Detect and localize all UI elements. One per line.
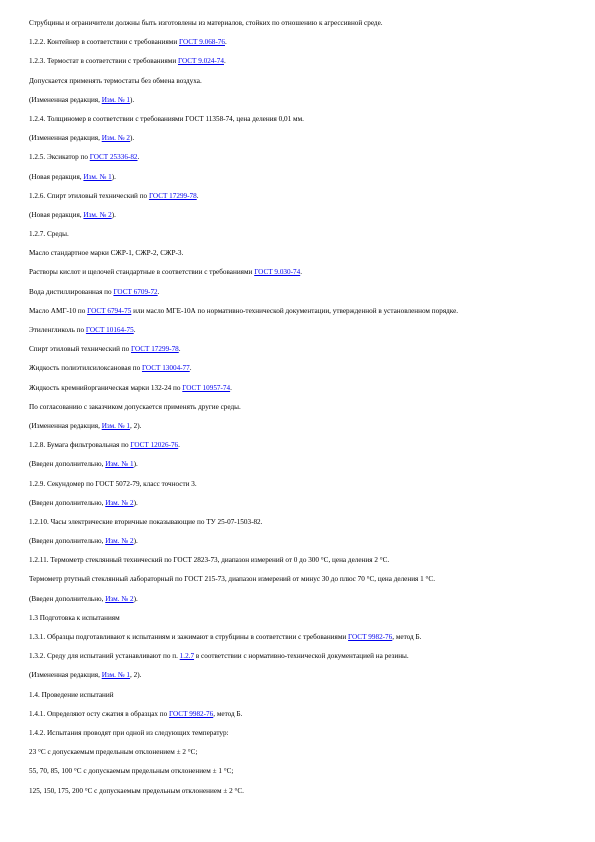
paragraph-line (29, 168, 571, 187)
text-segment: Растворы кислот и щелочей стандартные в соответствии с требованиями (29, 268, 255, 277)
text-segment: Допускается применять термостаты без обмена воздуха. (29, 76, 202, 85)
text-segment: (Введен дополнительно, (29, 594, 106, 603)
paragraph-line (29, 475, 571, 494)
text-segment: 1.2.8. Бумага фильтровальная по (29, 441, 131, 450)
text-segment: Жидкость кремнийорганическая марки 132-24 по (29, 383, 183, 392)
document-link[interactable]: Изм. № 2 (105, 594, 134, 603)
text-segment: , 2). (130, 421, 142, 430)
paragraph-line (29, 666, 571, 685)
paragraph-line (29, 283, 571, 302)
document-link[interactable]: ГОСТ 6709-72 (113, 287, 158, 296)
text-segment: , метод Б. (213, 709, 243, 718)
document-link[interactable]: ГОСТ 9982-76 (348, 633, 393, 641)
paragraph-line (29, 148, 571, 167)
text-segment: Масло стандартное марки СЖР-1, СЖР-2, СЖР-3. (29, 249, 184, 258)
paragraph-line (29, 187, 571, 206)
paragraph-line (29, 340, 571, 359)
text-segment: 1.3.1. Образцы подготавливают к испытаниям и зажимают в струбцины в соответствии с требованиями (29, 633, 349, 641)
paragraph-line (29, 762, 571, 781)
paragraph-line (29, 417, 571, 436)
document-link[interactable]: ГОСТ 9.030-74 (254, 268, 301, 277)
text-segment: 1.2.2. Контейнер в соответствии с требованиями (29, 38, 179, 47)
text-segment: . (189, 364, 192, 373)
paragraph-line (29, 129, 571, 148)
text-segment: . (223, 57, 226, 66)
document-link[interactable]: ГОСТ 9.068-76 (178, 38, 225, 47)
document-link[interactable]: ГОСТ 10957-74 (182, 383, 231, 392)
paragraph-line (29, 72, 571, 91)
paragraph-line (29, 724, 571, 743)
text-segment: Жидкость полиэтилсилоксановая по (29, 364, 142, 373)
text-segment: Струбцины и ограничители должны быть изготовлены из материалов, стойких по отношению к агрессивной среде. (29, 19, 383, 27)
text-segment: 125, 150, 175, 200 °С с допускаемым предельным отклонением ± 2 °С. (29, 786, 244, 795)
document-link[interactable]: 1.2.7 (179, 652, 195, 661)
text-segment: ). (130, 134, 135, 143)
paragraph-line (29, 513, 571, 532)
text-segment: По согласованию с заказчиком допускается применять другие среды. (29, 402, 241, 411)
text-segment: (Измененная редакция, (29, 671, 102, 680)
document-link[interactable]: ГОСТ 6794-75 (87, 306, 132, 315)
text-segment: , 2). (130, 671, 142, 680)
paragraph-line (29, 647, 571, 666)
paragraph-line (29, 628, 571, 647)
paragraph-line (29, 570, 571, 589)
text-segment: 1.2.11. Термометр стеклянный технический по ГОСТ 2823-73, диапазон измерений от 0 до 300 °С, цена деления 2 °С. (29, 556, 390, 565)
text-segment: (Измененная редакция, (29, 421, 102, 430)
text-segment: Вода дистиллированная по (29, 287, 114, 296)
text-segment: Масло АМГ-10 по (29, 306, 88, 315)
text-segment: ). (133, 594, 138, 603)
text-segment: или масло МГЕ-10А по нормативно-технической документации, утвержденной в установленном порядке. (131, 306, 459, 315)
text-segment: (Новая редакция, (29, 172, 84, 181)
text-segment: (Измененная редакция, (29, 134, 102, 143)
document-link[interactable]: ГОСТ 9.024-74 (177, 57, 224, 66)
paragraph-line (29, 494, 571, 513)
text-segment: ). (111, 172, 116, 181)
text-segment: , метод Б. (392, 633, 422, 641)
text-segment: 1.2.6. Спирт этиловый технический по (29, 191, 149, 200)
document-link[interactable]: Изм. № 2 (105, 537, 134, 546)
text-segment: . (300, 268, 302, 277)
document-link[interactable]: ГОСТ 12026-76 (130, 441, 179, 450)
document-link[interactable]: Изм. № 1 (105, 460, 134, 469)
text-segment: 1.3 Подготовка к испытаниям (29, 613, 120, 622)
text-segment: ). (111, 210, 116, 219)
text-segment: 1.4.1. Определяют осту сжатия в образцах по (29, 709, 170, 718)
document-link[interactable]: ГОСТ 10164-75 (85, 326, 134, 334)
document-link[interactable]: Изм. № 1 (83, 172, 112, 181)
document-link[interactable]: Изм. № 2 (101, 134, 131, 143)
text-segment: . (178, 345, 181, 354)
document-link[interactable]: Изм. № 2 (105, 498, 134, 507)
document-link[interactable]: ГОСТ 17299-78 (130, 345, 179, 354)
text-segment: 1.2.5. Эксикатор по (29, 153, 90, 162)
text-segment: ). (133, 460, 138, 469)
text-segment: ). (130, 95, 135, 104)
paragraph-line (29, 263, 571, 282)
paragraph-line (29, 91, 571, 110)
paragraph-line (29, 436, 571, 455)
paragraph-line (29, 359, 571, 378)
text-segment: ). (133, 498, 138, 507)
text-segment: 1.2.3. Термостат в соответствии с требованиями (29, 57, 178, 66)
text-segment: Этиленгликоль по (29, 326, 86, 334)
paragraph-line (29, 110, 571, 129)
paragraph-line (29, 686, 571, 705)
document-link[interactable]: ГОСТ 9982-76 (169, 709, 214, 718)
paragraph-line (29, 33, 571, 52)
text-segment: (Измененная редакция, (29, 95, 102, 104)
paragraph-line (29, 321, 571, 340)
text-segment: (Введен дополнительно, (29, 498, 106, 507)
text-segment: 1.2.4. Толщиномер в соответствии с требованиями ГОСТ 11358-74, цена деления 0,01 мм. (29, 114, 304, 123)
document-link[interactable]: Изм. № 1 (101, 671, 131, 680)
text-segment: Термометр ртутный стеклянный лабораторный по ГОСТ 215-73, диапазон измерений от минус 30 до плюс 70 °С, цена деления 1 °С. (29, 575, 436, 584)
document-link[interactable]: Изм. № 1 (101, 95, 131, 104)
text-segment: . (230, 383, 232, 392)
paragraph-line (29, 705, 571, 724)
text-segment: . (133, 326, 136, 334)
document-link[interactable]: Изм. № 2 (83, 210, 112, 219)
text-segment: (Новая редакция, (29, 210, 84, 219)
paragraph-line (29, 551, 571, 570)
paragraph-line (29, 244, 571, 263)
paragraph-line (29, 52, 571, 71)
text-segment: Спирт этиловый технический по (29, 345, 131, 354)
paragraph-line (29, 14, 571, 33)
text-segment: 55, 70, 85, 100 °С с допускаемым предельным отклонением ± 1 °С; (29, 767, 234, 776)
paragraph-line (29, 206, 571, 225)
text-segment: 1.4. Проведение испытаний (29, 690, 114, 699)
text-segment: в соответствии с нормативно-технической документацией на резины. (194, 652, 409, 661)
text-segment: (Введен дополнительно, (29, 460, 106, 469)
text-segment: 23 °С с допускаемым предельным отклонением ± 2 °С; (29, 748, 198, 757)
text-segment: . (178, 441, 180, 450)
text-segment: ). (133, 537, 138, 546)
text-segment: (Введен дополнительно, (29, 537, 106, 546)
text-segment: 1.2.9. Секундомер по ГОСТ 5072-79, класс точности 3. (29, 479, 197, 488)
document-link[interactable]: Изм. № 1 (101, 421, 131, 430)
text-segment: . (137, 153, 140, 162)
text-segment: . (157, 287, 160, 296)
paragraph-line (29, 782, 571, 801)
text-segment: . (224, 38, 227, 47)
text-segment: 1.4.2. Испытания проводят при одной из следующих температур: (29, 728, 229, 737)
text-segment: 1.2.7. Среды. (29, 230, 69, 239)
text-segment: 1.2.10. Часы электрические вторичные показывающие по ТУ 25-07-1503-82. (29, 517, 263, 526)
document-link[interactable]: ГОСТ 25336-82 (89, 153, 138, 162)
paragraph-line (29, 590, 571, 609)
paragraph-line (29, 379, 571, 398)
paragraph-line (29, 532, 571, 551)
paragraph-line (29, 455, 571, 474)
paragraph-line (29, 302, 571, 321)
paragraph-line (29, 398, 571, 417)
text-segment: 1.3.2. Среду для испытаний устанавливают по п. (29, 652, 180, 661)
document-link[interactable]: ГОСТ 13004-77 (141, 364, 190, 373)
paragraph-line (29, 743, 571, 762)
paragraph-line (29, 609, 571, 628)
document-link[interactable]: ГОСТ 17299-78 (148, 191, 197, 200)
paragraph-line (29, 225, 571, 244)
text-segment: . (196, 191, 199, 200)
